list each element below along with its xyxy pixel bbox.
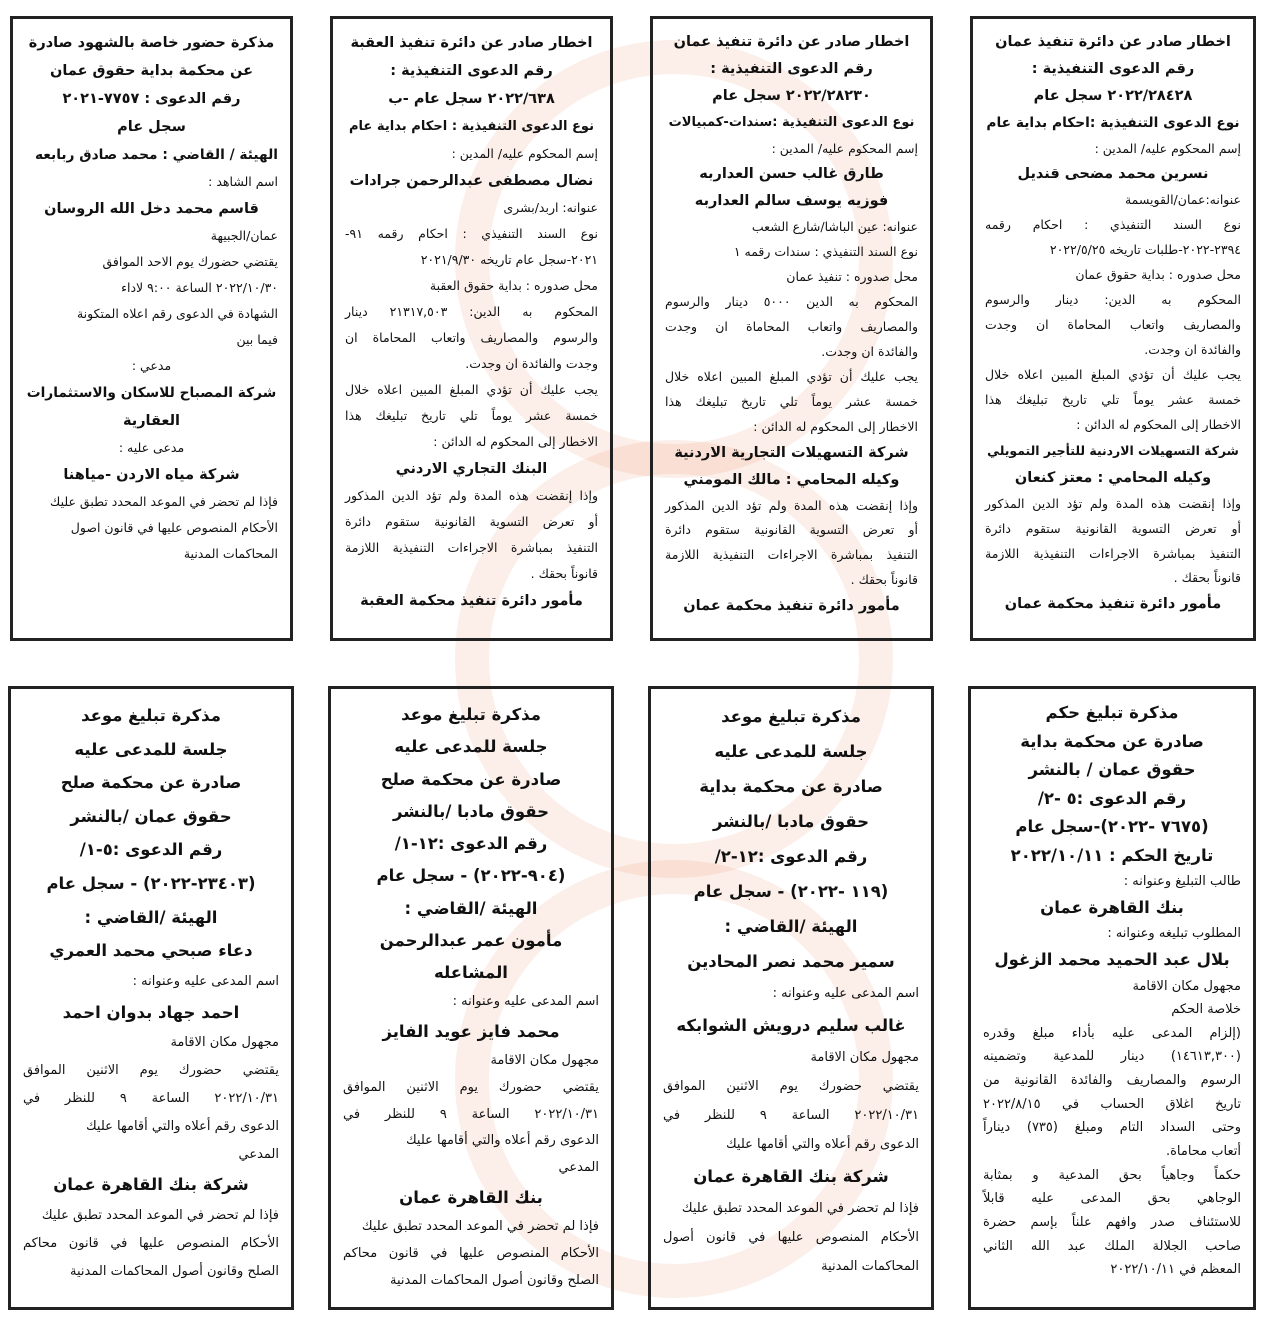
notice-bottom-4-line: مذكرة تبليغ موعد: [81, 706, 221, 725]
notice-top-1-line: رقم الدعوى التنفيذية :: [1031, 60, 1195, 77]
notice-top-3-line: اخطار صادر عن دائرة تنفيذ العقبة: [350, 35, 593, 51]
notice-top-2: [650, 16, 933, 641]
notice-top-2-line: عنوانه: عين الباشا/شارع الشعب: [751, 219, 918, 235]
notice-bottom-3-line: المدعي: [558, 1160, 599, 1176]
notice-top-3-line: رقم الدعوى التنفيذية :: [390, 63, 553, 79]
notice-bottom-2-line: فإذا لم تحضر في الموعد المحدد تطبق عليك: [681, 1201, 919, 1216]
notice-bottom-2-line: اسم المدعى عليه وعنوانه :: [772, 986, 919, 1001]
notice-top-3-line: ٢٠٢٢/٦٣٨ سجل عام -ب: [388, 91, 555, 107]
notice-top-4-line: مدعي :: [131, 358, 172, 373]
notice-top-4-line: المحاكمات المدنية: [183, 546, 278, 561]
notice-top-1-line: ٢٣٩٤-٢٠٢٢-طلبات تاريخه ٢٠٢٢/٥/٢٥: [1049, 242, 1241, 258]
notice-bottom-1-line: حكماً وجاهياً بحق المدعية و بمثابة: [983, 1167, 1241, 1183]
notice-bottom-4-line: فإذا لم تحضر في الموعد المحدد تطبق عليك: [41, 1208, 279, 1223]
notice-top-1-line: ٢٠٢٢/٢٨٤٢٨ سجل عام: [1033, 87, 1193, 104]
notice-bottom-1-line: صاحب الجلالة الملك عبد الله الثاني: [983, 1238, 1241, 1254]
notice-bottom-3-line: يقتضي حضورك يوم الاثنين الموافق: [343, 1079, 599, 1095]
notice-bottom-1-line: حقوق عمان / بالنشر: [1028, 760, 1196, 780]
notice-bottom-4-line: الدعوى رقم أعلاه والتي أقامها عليك: [85, 1118, 279, 1134]
notice-bottom-3: [328, 686, 614, 1310]
notice-top-4: [10, 16, 293, 641]
notice-bottom-1-line: وحتى السداد التام ومبلغ (٧٣٥) ديناراً: [983, 1120, 1242, 1136]
notice-top-2-line: طارق غالب حسن العداربه: [699, 166, 884, 183]
notice-top-3-line: يجب عليك أن تؤدي المبلغ المبين اعلاه خلال: [345, 382, 598, 397]
notice-top-4-line: مذكرة حضور خاصة بالشهود صادرة: [28, 35, 275, 51]
notice-top-2-line: المحكوم به الدين ٥٠٠٠ دينار والرسوم: [665, 294, 918, 310]
notice-top-1: [970, 16, 1256, 641]
notice-top-3-line: ٢٠٢١-سجل عام تاريخه ٢٠٢١/٩/٣٠: [420, 252, 598, 267]
notice-top-2-line: رقم الدعوى التنفيذية :: [710, 60, 873, 77]
notice-top-1-line: والفائدة ان وجدت.: [1144, 342, 1241, 358]
notice-bottom-4-line: الأحكام المنصوص عليها في قانون محاكم: [23, 1235, 279, 1251]
notice-top-3-line: نضال مصطفى عبدالرحمن جرادات: [349, 173, 594, 189]
notice-top-2-line: اخطار صادر عن دائرة تنفيذ عمان: [673, 34, 910, 50]
notice-bottom-1-line: (إلزام المدعى عليه بأداء مبلغ وقدره: [983, 1025, 1241, 1041]
notice-bottom-4-line: مجهول مكان الاقامة: [170, 1035, 279, 1051]
notice-top-4-line: مدعى عليه :: [118, 440, 185, 455]
notice-bottom-3-line: الصلح وقانون أصول المحاكمات المدنية: [390, 1272, 599, 1288]
notice-bottom-3-line: بنك القاهرة عمان: [399, 1187, 543, 1207]
notice-bottom-2-line: جلسة للمدعى عليه: [714, 742, 868, 761]
notice-bottom-1-line: المعظم في ٢٠٢٢/١٠/١١: [1110, 1262, 1241, 1278]
notice-bottom-4-line: (٢٣٤٠٣-٢٠٢٢) - سجل عام: [46, 873, 256, 893]
notice-top-2-line: يجب عليك أن تؤدي المبلغ المبين اعلاه خلال: [665, 368, 918, 384]
notice-top-2-line: نوع الدعوى التنفيذية :سندات-كمبيالات: [668, 114, 915, 130]
notice-top-1-line: محل صدوره : بداية حقوق عمان: [1075, 267, 1241, 283]
notice-bottom-4-line: رقم الدعوى :٥-١/: [79, 840, 223, 860]
notice-top-1-line: يجب عليك أن تؤدي المبلغ المبين اعلاه خلال: [985, 367, 1241, 382]
notice-bottom-1-line: (١٤٦١٣,٣٠٠) دينار للمدعية وتضمينه: [983, 1049, 1241, 1065]
notice-top-3-line: وجدت والفائدة ان وجدت.: [465, 356, 598, 371]
notice-top-2-line: نوع السند التنفيذي : سندات رقمه ١: [733, 244, 918, 260]
notice-top-4-line: اسم الشاهد :: [208, 174, 278, 189]
notice-top-2-line: خمسة عشر يوماً تلي تاريخ تبليغك هذا: [665, 393, 918, 409]
notice-bottom-4-line: يقتضي حضورك يوم الاثنين الموافق: [23, 1063, 279, 1079]
notice-top-4-line: قاسم محمد دخل الله الروسان: [44, 201, 259, 217]
notice-bottom-3-line: حقوق مادبا /بالنشر: [392, 801, 550, 821]
notice-bottom-1-line: للاستئناف صدر وافهم علناً بإسم حضرة: [983, 1214, 1241, 1230]
notice-bottom-1-line: أتعاب محاماة.: [1165, 1144, 1241, 1160]
notice-top-3-line: البنك التجاري الاردني: [395, 461, 548, 477]
notice-top-2-line: والفائدة ان وجدت.: [821, 343, 918, 359]
notice-bottom-1-line: خلاصة الحكم: [1171, 1002, 1241, 1018]
notice-bottom-3-line: مأمون عمر عبدالرحمن: [379, 930, 563, 950]
notice-top-2-line: محل صدوره : تنفيذ عمان: [786, 269, 918, 285]
notice-top-4-line: فيما بين: [236, 332, 278, 347]
notice-top-1-line: نوع السند التنفيذي : احكام رقمه: [985, 217, 1241, 233]
notice-top-2-line: وإذا إنقضت هذه المدة ولم تؤد الدين المذكور: [665, 497, 918, 513]
notice-bottom-2-line: غالب سليم درويش الشوابكه: [676, 1016, 906, 1035]
notice-top-3-line: محل صدوره : بداية حقوق العقبة: [429, 278, 598, 293]
notice-top-1-line: أو تعرض التسوية القانونية ستقوم دائرة: [985, 520, 1241, 536]
notice-top-4-line: سجل عام: [117, 119, 186, 135]
notice-bottom-3-line: صادرة عن محكمة صلح: [380, 769, 562, 789]
notice-bottom-2-line: مذكرة تبليغ موعد: [721, 707, 861, 726]
notice-bottom-1-line: المطلوب تبليغه وعنوانه :: [1107, 926, 1241, 942]
notice-bottom-1-line: تاريخ اغلاق الحساب في ٢٠٢٢/٨/١٥: [983, 1096, 1241, 1112]
notice-top-2-line: التنفيذ بمباشرة الاجراءات التنفيذية اللازمة: [665, 547, 918, 563]
notice-top-3-line: التنفيذ بمباشرة الاجراءات التنفيذية اللازمة: [345, 540, 598, 555]
notice-top-2-line: والمصاريف واتعاب المحاماة ان وجدت: [665, 319, 918, 335]
notice-bottom-3-line: المشاعله: [434, 963, 508, 982]
notice-bottom-4-line: حقوق عمان /بالنشر: [70, 806, 232, 826]
notice-bottom-1: [968, 686, 1256, 1310]
notice-bottom-2-line: الأحكام المنصوص عليها في قانون أصول: [663, 1230, 919, 1245]
notice-top-3-line: خمسة عشر يوماً تلي تاريخ تبليغك هذا: [345, 408, 598, 423]
notice-top-1-line: وكيله المحامي : معتز كنعان: [1014, 469, 1212, 486]
notice-top-3-line: نوع السند التنفيذي : احكام رقمه ٩١-: [345, 226, 598, 241]
notice-bottom-1-line: الرسوم والمصاريف والفائدة القانونية من: [983, 1073, 1241, 1089]
notice-bottom-1-line: رقم الدعوى :٥ -٢/: [1037, 788, 1187, 808]
notice-top-4-line: عن محكمة بداية حقوق عمان: [50, 63, 253, 79]
notice-top-4-line: الهيئة / القاضي : محمد صادق ربابعه: [34, 147, 278, 163]
notice-bottom-2: [648, 686, 934, 1310]
notice-bottom-3-line: رقم الدعوى :١٢-١/: [394, 834, 548, 853]
notice-bottom-3-line: اسم المدعى عليه وعنوانه :: [452, 994, 599, 1010]
notice-top-4-line: رقم الدعوى : ٧٧٥٧-٢٠٢١: [62, 91, 241, 107]
notice-top-3-line: قانوناً بحقك .: [530, 566, 598, 581]
notice-top-1-line: المحكوم به الدين: دينار والرسوم: [985, 292, 1241, 308]
notice-bottom-3-line: ٢٠٢٢/١٠/٣١ الساعة ٩ للنظر في: [343, 1106, 600, 1122]
notice-top-3-line: الاخطار إلى المحكوم له الدائن :: [433, 434, 598, 449]
notice-top-3-line: مأمور دائرة تنفيذ محكمة العقبة: [360, 593, 583, 609]
notice-bottom-1-line: بلال عبد الحميد محمد الزغول: [994, 950, 1230, 969]
notice-bottom-4-line: دعاء صبحي محمد العمري: [49, 941, 253, 961]
notice-top-1-line: إسم المحكوم عليه/ المدين :: [1094, 140, 1241, 156]
notice-bottom-2-line: الدعوى رقم أعلاه والتي أقامها عليك: [725, 1137, 919, 1152]
notice-top-2-line: شركة التسهيلات التجارية الاردنية: [674, 444, 909, 461]
notice-top-4-line: العقارية: [122, 413, 181, 429]
notice-top-1-line: مأمور دائرة تنفيذ محكمة عمان: [1004, 596, 1222, 613]
notice-top-3-line: إسم المحكوم عليه/ المدين :: [451, 146, 598, 161]
notice-bottom-2-line: صادرة عن محكمة بداية: [699, 777, 883, 796]
notice-bottom-3-line: (٩٠٤-٢٠٢٢) - سجل عام: [376, 866, 566, 886]
notice-bottom-2-line: حقوق مادبا /بالنشر: [712, 812, 870, 831]
notice-top-3-line: وإذا إنقضت هذه المدة ولم تؤد الدين المذكور: [345, 488, 598, 503]
notice-top-3-line: أو تعرض التسوية القانونية ستقوم دائرة: [345, 514, 598, 529]
notice-top-1-line: شركة التسهيلات الاردنية للتأجير التمويلي: [987, 442, 1239, 458]
notice-bottom-1-line: مذكرة تبليغ حكم: [1045, 703, 1179, 722]
notice-bottom-4-line: ٢٠٢٢/١٠/٣١ الساعة ٩ للنظر في: [23, 1090, 280, 1106]
notice-top-1-line: خمسة عشر يوماً تلي تاريخ تبليغك هذا: [985, 391, 1241, 407]
notice-bottom-2-line: المحاكمات المدنية: [821, 1259, 919, 1274]
notice-bottom-2-line: (١١٩ -٢٠٢٢) - سجل عام: [693, 882, 889, 901]
notice-bottom-3-line: الهيئة /القاضي :: [404, 898, 538, 918]
notice-top-3-line: والرسوم والمصاريف واتعاب المحاماة ان: [345, 330, 598, 345]
notice-top-1-line: وإذا إنقضت هذه المدة ولم تؤد الدين المذكور: [985, 495, 1241, 511]
notice-top-4-line: ٢٠٢٢/١٠/٣٠ الساعة ٩:٠٠ لاداء: [121, 280, 278, 295]
notice-bottom-3-line: فإذا لم تحضر في الموعد المحدد تطبق عليك: [361, 1219, 599, 1235]
notice-bottom-2-line: سمير محمد نصر المحادين: [687, 952, 895, 971]
notice-top-1-line: نوع الدعوى التنفيذية :احكام بداية عام: [986, 114, 1240, 131]
notice-bottom-3-line: جلسة للمدعى عليه: [394, 737, 548, 757]
notice-bottom-2-line: ٢٠٢٢/١٠/٣١ الساعة ٩ للنظر في: [663, 1108, 920, 1123]
notice-bottom-1-line: مجهول مكان الاقامة: [1132, 978, 1241, 994]
notice-top-1-line: التنفيذ بمباشرة الاجراءات التنفيذية اللازمة: [985, 545, 1241, 561]
notice-bottom-2-line: الهيئة /القاضي :: [724, 917, 858, 936]
notice-top-3-line: نوع الدعوى التنفيذية : احكام بداية عام: [348, 119, 595, 134]
notice-top-4-line: فإذا لم تحضر في الموعد المحدد تطبق عليك: [50, 494, 278, 509]
notice-bottom-4: [8, 686, 294, 1310]
notice-bottom-1-line: بنك القاهرة عمان: [1040, 897, 1184, 917]
notice-bottom-4-line: الصلح وقانون أصول المحاكمات المدنية: [70, 1263, 279, 1279]
notice-top-1-line: اخطار صادر عن دائرة تنفيذ عمان: [995, 34, 1231, 50]
notice-top-2-line: أو تعرض التسوية القانونية ستقوم دائرة: [665, 522, 918, 538]
notice-top-3-line: عنوانه: اربد/بشرى: [503, 200, 598, 215]
notice-top-2-line: وكيله المحامي : مالك المومني: [683, 471, 900, 488]
notice-bottom-4-line: احمد جهاد بدوان احمد: [62, 1002, 240, 1022]
notice-top-3-line: المحكوم به الدين: ٢١٣١٧,٥٠٣ دينار: [345, 304, 599, 319]
notice-top-4-line: شركة مياه الاردن -مياهنا: [63, 467, 240, 483]
notice-top-4-line: يقتضي حضورك يوم الاحد الموافق: [102, 254, 278, 269]
notice-top-2-line: قانوناً بحقك .: [850, 572, 918, 588]
notice-bottom-3-line: الأحكام المنصوص عليها في قانون محاكم: [343, 1245, 599, 1261]
notice-bottom-4-line: الهيئة /القاضي :: [84, 907, 218, 927]
notice-top-2-line: مأمور دائرة تنفيذ محكمة عمان: [683, 598, 900, 615]
notice-bottom-3-line: محمد فايز عويد الفايز: [382, 1021, 560, 1041]
notice-top-3: [330, 16, 613, 641]
notice-top-4-line: عمان/الجبيهة: [210, 228, 278, 243]
notice-top-1-line: قانوناً بحقك .: [1173, 570, 1241, 586]
notice-top-4-line: الشهادة في الدعوى رقم اعلاه المتكونة: [76, 306, 278, 321]
notice-bottom-4-line: اسم المدعى عليه وعنوانه :: [132, 973, 279, 989]
notice-bottom-1-line: (٧٦٧٥ -٢٠٢٢)-سجل عام: [1015, 817, 1209, 837]
notice-bottom-2-line: رقم الدعوى :١٢-٢/: [714, 847, 868, 866]
notice-top-2-line: ٢٠٢٢/٢٨٢٣٠ سجل عام: [712, 87, 871, 104]
notice-top-1-line: عنوانه:عمان/القويسمة: [1124, 192, 1241, 208]
notice-top-1-line: نسرين محمد مضحى قنديل: [1017, 166, 1209, 183]
notice-bottom-4-line: صادرة عن محكمة صلح: [60, 773, 242, 793]
notice-top-1-line: الاخطار إلى المحكوم له الدائن :: [1076, 416, 1241, 432]
notice-top-2-line: الاخطار إلى المحكوم له الدائن :: [753, 418, 918, 434]
notice-bottom-3-line: الدعوى رقم أعلاه والتي أقامها عليك: [405, 1133, 599, 1149]
notice-bottom-3-line: مجهول مكان الاقامة: [490, 1053, 599, 1069]
notice-bottom-3-line: مذكرة تبليغ موعد: [401, 705, 541, 724]
notice-top-1-line: والمصاريف واتعاب المحاماة ان وجدت: [985, 317, 1241, 333]
notice-bottom-4-line: جلسة للمدعى عليه: [74, 739, 228, 759]
notice-top-2-line: فوزيه يوسف سالم العداربه: [694, 193, 889, 210]
notice-bottom-1-line: طالب التبليغ وعنوانه :: [1123, 874, 1241, 890]
notice-bottom-4-line: المدعي: [238, 1146, 279, 1162]
notice-bottom-1-line: صادرة عن محكمة بداية: [1020, 731, 1204, 751]
notice-bottom-2-line: شركة بنك القاهرة عمان: [693, 1167, 889, 1186]
notice-bottom-4-line: شركة بنك القاهرة عمان: [53, 1175, 249, 1195]
notice-top-4-line: شركة المصباح للاسكان والاستثمارات: [26, 385, 277, 401]
notice-bottom-2-line: يقتضي حضورك يوم الاثنين الموافق: [663, 1079, 919, 1094]
notice-top-2-line: إسم المحكوم عليه/ المدين :: [771, 140, 918, 156]
notice-top-4-line: الأحكام المنصوص عليها في قانون اصول: [70, 520, 278, 535]
notice-bottom-1-line: الوجاهي بحق المدعى عليه قابلاً: [983, 1191, 1241, 1207]
notice-bottom-2-line: مجهول مكان الاقامة: [810, 1050, 919, 1065]
notice-bottom-1-line: تاريخ الحكم : ٢٠٢٢/١٠/١١: [1010, 845, 1214, 865]
